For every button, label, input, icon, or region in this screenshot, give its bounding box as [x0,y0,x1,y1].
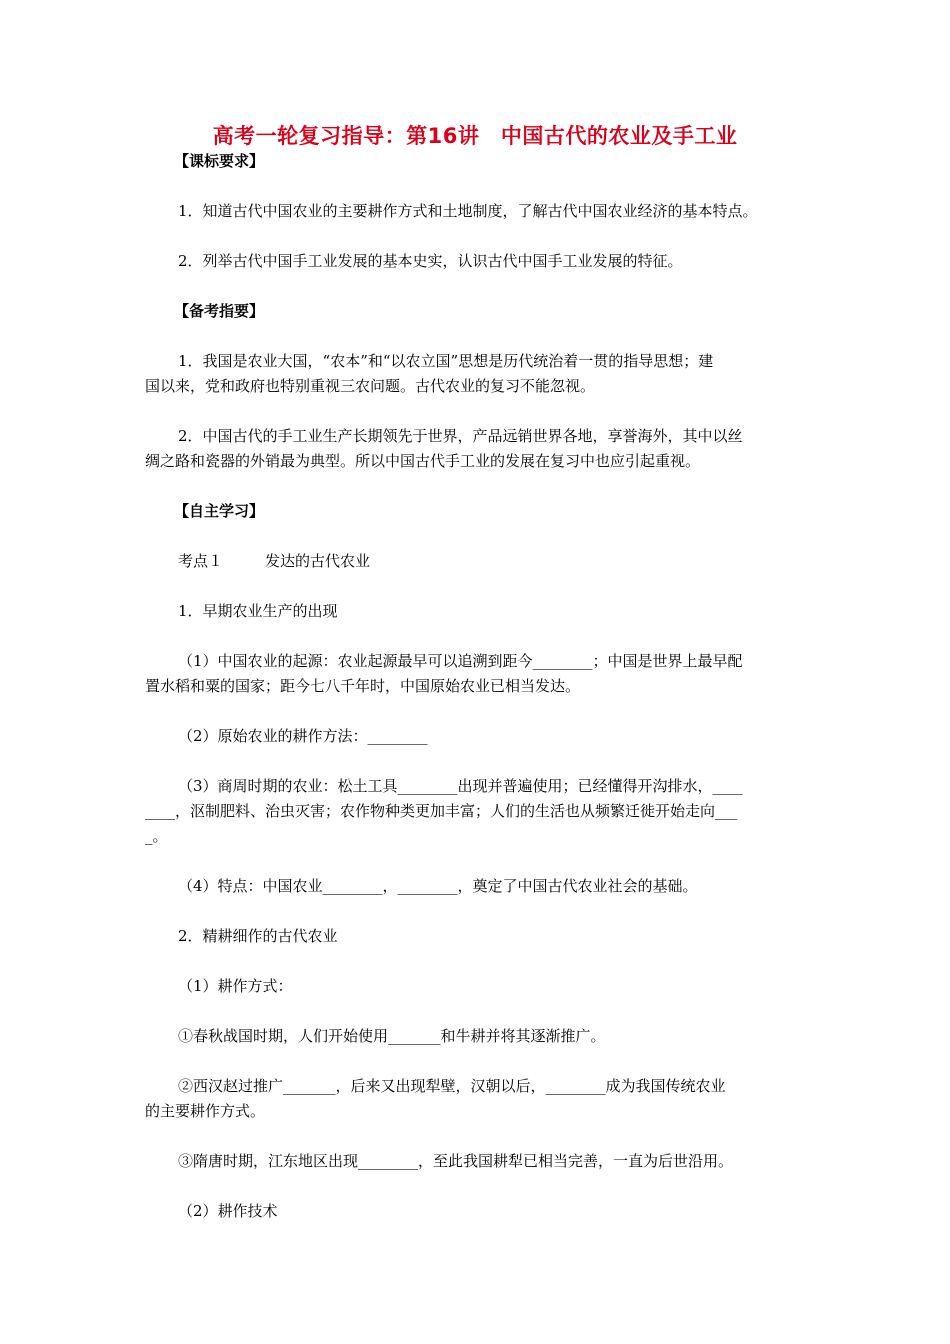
item-1-3-line2: ____，沤制肥料、治虫灭害；农作物种类更加丰富；人们的生活也从频繁迁徙开始走向___ [145,802,738,820]
item-1-3-line1: （3）商周时期的农业：松土工具________出现并普遍使用；已经懂得开沟排水，____ [178,777,743,795]
paragraph-kebiao-1: 1．知道古代中国农业的主要耕作方式和土地制度，了解古代中国农业经济的基本特点。 [178,202,758,220]
item-2-1-c: ③隋唐时期，江东地区出现________，至此我国耕犁已相当完善，一直为后世沿用。 [178,1152,734,1170]
item-2-1-b-line1: ②西汉赵过推广_______，后来又出现犁壁，汉朝以后，________成为我国传统农业 [178,1077,726,1095]
item-1-4: （4）特点：中国农业________，________，奠定了中国古代农业社会的基础。 [178,877,698,895]
section-heading-zizhu: 【自主学习】 [174,502,265,520]
kaodian-title: 发达的古代农业 [265,552,371,570]
section-heading-kebiao: 【课标要求】 [174,152,265,170]
item-1-2: （2）原始农业的耕作方法：________ [178,727,428,745]
paragraph-beikao-2-line1: 2．中国古代的手工业生产长期领先于世界，产品远销世界各地，享誉海外，其中以丝 [178,427,743,445]
section-heading-beikao: 【备考指要】 [174,302,265,320]
item-2-2: （2）耕作技术 [178,1202,278,1220]
item-2-1-a: ①春秋战国时期，人们开始使用_______和牛耕并将其逐渐推广。 [178,1027,606,1045]
subsection-2: 2．精耕细作的古代农业 [178,927,338,945]
paragraph-beikao-1-line2: 国以来，党和政府也特别重视三农问题。古代农业的复习不能忽视。 [145,377,596,395]
item-1-3-line3: _。 [145,827,168,845]
item-1-1-line2: 置水稻和粟的国家；距今七八千年时，中国原始农业已相当发达。 [145,677,581,695]
item-2-1: （1）耕作方式： [178,977,293,995]
kaodian-label: 考点１ [178,552,224,570]
paragraph-beikao-2-line2: 绸之路和瓷器的外销最为典型。所以中国古代手工业的发展在复习中也应引起重视。 [145,452,701,470]
item-1-1-line1: （1）中国农业的起源：农业起源最早可以追溯到距今________；中国是世界上最早配 [178,652,743,670]
kaodian-line [178,548,370,574]
item-2-1-b-line2: 的主要耕作方式。 [145,1102,266,1120]
paragraph-kebiao-2: 2．列举古代中国手工业发展的基本史实，认识古代中国手工业发展的特征。 [178,252,683,270]
paragraph-beikao-1-line1: 1．我国是农业大国，“农本”和“以农立国”思想是历代统治着一贯的指导思想；建 [178,352,714,370]
document-title: 高考一轮复习指导：第16讲 中国古代的农业及手工业 [212,124,738,148]
subsection-1: 1．早期农业生产的出现 [178,602,338,620]
